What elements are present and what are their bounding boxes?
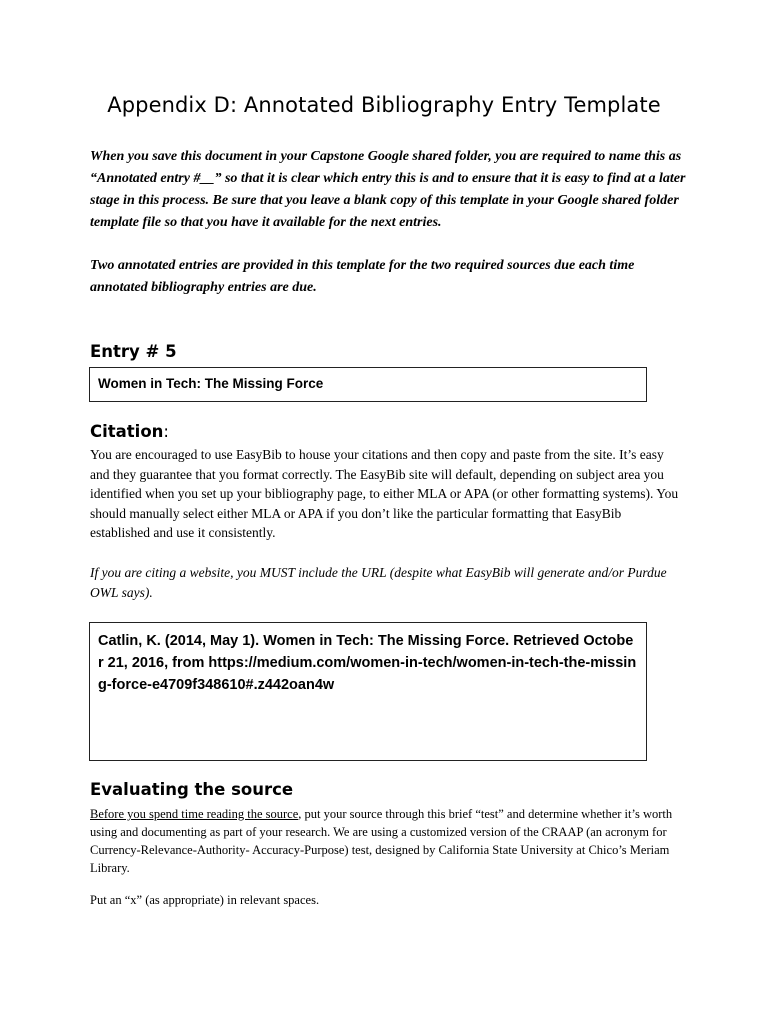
evaluating-heading: Evaluating the source — [90, 780, 294, 799]
citation-heading-text: Citation — [90, 422, 164, 441]
evaluating-underlined-lead: Before you spend time reading the source — [90, 807, 299, 821]
entry-title-field[interactable]: Women in Tech: The Missing Force — [89, 367, 647, 402]
citation-instructions: You are encouraged to use EasyBib to house your citations and then copy and paste from the site. It’s easy and they guarantee that you format correctly. The EasyBib site will default, depending on subject area you identified when you set up your bibliography page, to either MLA or APA (or other formatting systems). You should manually select either MLA or APA if you don’t like the particular formatting that EasyBib established and use it consistently. — [90, 447, 679, 540]
put-x-note: Put an “x” (as appropriate) in relevant spaces. — [90, 893, 320, 907]
evaluating-paragraph — [90, 805, 680, 877]
intro-instructions — [90, 146, 690, 320]
website-url-note: If you are citing a website, you MUST include the URL (despite what EasyBib will generate and/or Purdue OWL says). — [90, 565, 667, 600]
citation-heading — [90, 422, 169, 441]
citation-field[interactable]: Catlin, K. (2014, May 1). Women in Tech: The Missing Force. Retrieved October 21, 2016, from https://medium.com/women-in-tech/women-in-tech-the-missing-force-e4709f348610#.z442oan4w — [89, 622, 647, 761]
page-title: Appendix D: Annotated Bibliography Entry Template — [107, 93, 661, 117]
intro-paragraph-1: When you save this document in your Capstone Google shared folder, you are required to name this as “Annotated entry #__” so that it is clear which entry this is and to ensure that it is easy to find at a later stage in this process. Be sure that you leave a blank copy of this template in your Google shared folder template file so that you have it available for the next entries. — [90, 149, 686, 230]
entry-heading: Entry # 5 — [90, 342, 177, 361]
evaluating-body: , put your source through this brief “test” and determine whether it’s worth using and documenting as part of your research. We are using a customized version of the CRAAP (an acronym for Currency-Relevance-Authority- Accuracy-Purpose) test, designed by California State University at Chico’s Meriam Library. — [90, 807, 673, 875]
intro-paragraph-2: Two annotated entries are provided in this template for the two required sources due each time annotated bibliography entries are due. — [90, 258, 635, 295]
citation-heading-colon: : — [163, 422, 169, 441]
